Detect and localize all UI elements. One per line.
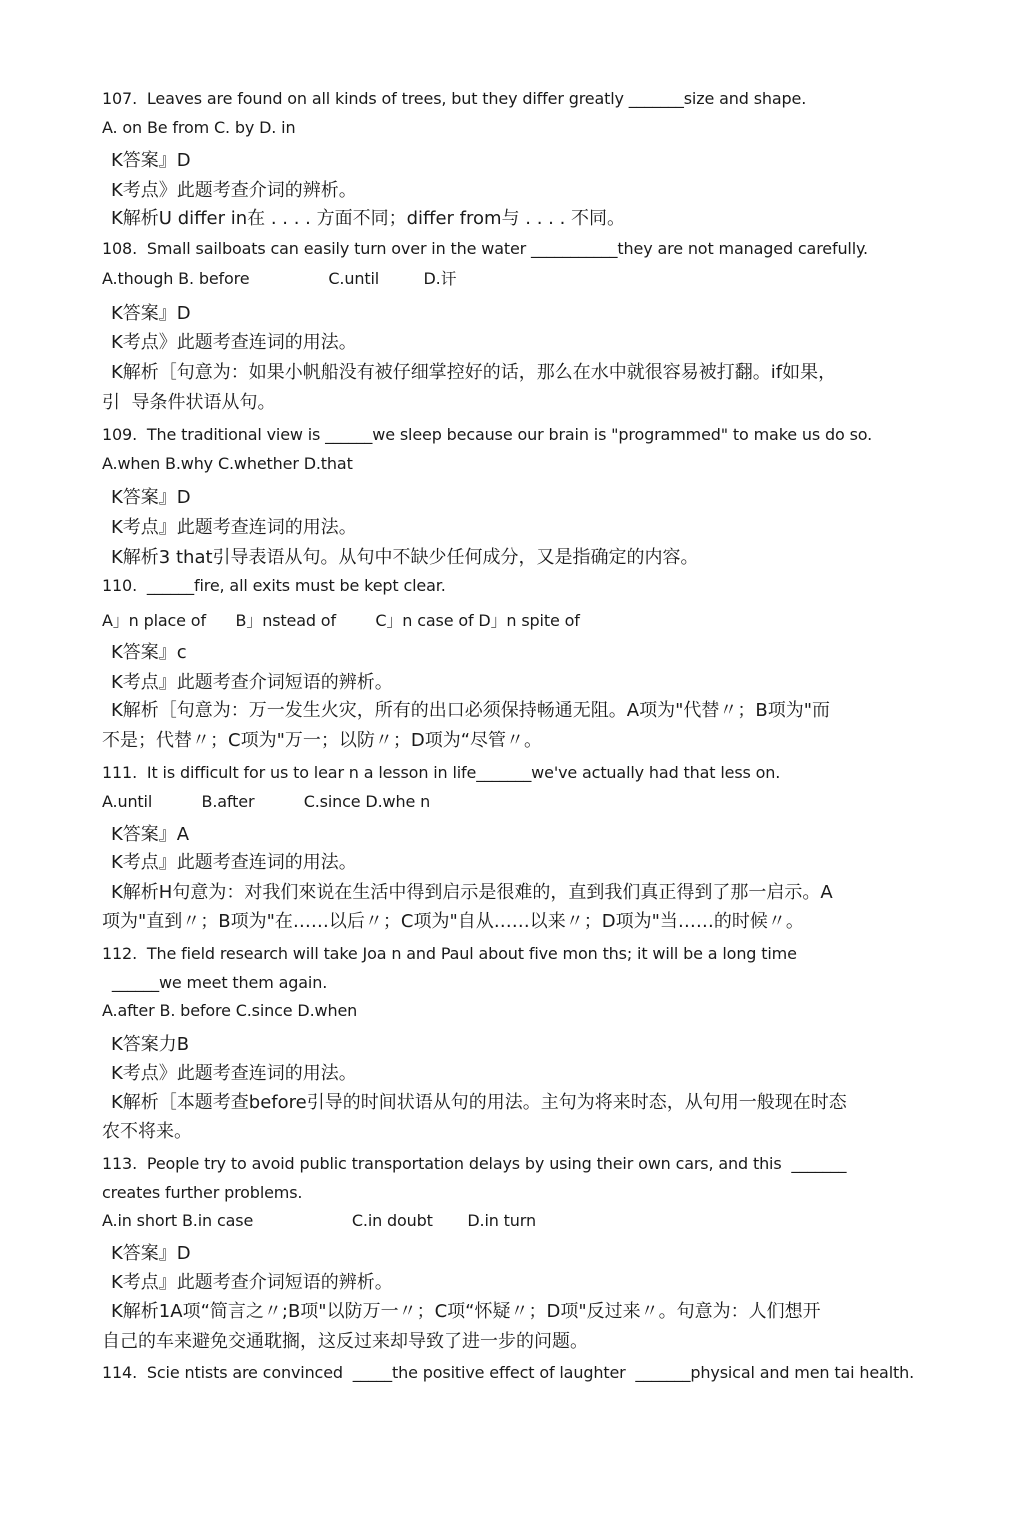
- q112-options-line: A.after B. before C.since D.when: [102, 1001, 358, 1020]
- q111-analysis-1-line: K解析H句意为：对我们來说在生活中得到启示是很难的，直到我们真正得到了那一启示。A: [111, 882, 833, 903]
- q113-analysis-2-line: 自己的车来避免交通耽搁，这反过来却导致了进一步的问题。: [102, 1331, 588, 1352]
- q113-answer-line: K答案』D: [111, 1243, 191, 1264]
- q111-answer-line: K答案』A: [111, 824, 190, 845]
- q112-stem-1-line: 112. The field research will take Joa n and Paul about five mon ths; it will be a long time: [102, 944, 797, 963]
- q107-analysis-line: K解析U differ in在 . . . . 方面不同；differ from与 . . . . 不同。: [111, 208, 626, 229]
- q112-answer-line: K答案力B: [111, 1034, 190, 1055]
- q111-point-line: K考点』此题考查连词的用法。: [111, 852, 357, 873]
- q109-analysis-line: K解析3 that引导表语从句。从句中不缺少任何成分，又是指确定的内容。: [111, 547, 699, 568]
- q107-point-line: K考点》此题考查介词的辨析。: [111, 180, 357, 201]
- q108-analysis-2-line: 引 导条件状语从句。: [102, 392, 276, 413]
- q111-analysis-2-line: 项为"直到〃；B项为"在……以后〃；C项为"自从……以来〃；D项为"当……的时候〃。: [102, 911, 804, 932]
- q110-stem-line: 110. ______fire, all exits must be kept clear.: [102, 576, 446, 595]
- q110-analysis-1-line: K解析［句意为：万一发生火灾，所有的出口必须保持畅通无阻。A项为"代替〃；B项为"而: [111, 700, 831, 721]
- q113-analysis-1-line: K解析1A项“简言之〃;B项"以防万一〃；C项“怀疑〃；D项"反过来〃。句意为：人们想开: [111, 1301, 821, 1322]
- q108-analysis-1-line: K解析［句意为：如果小帆船没有被仔细掌控好的话，那么在水中就很容易被打翻。if如果，: [111, 362, 837, 383]
- q108-answer-line: K答案』D: [111, 303, 191, 324]
- q109-point-line: K考点』此题考查连词的用法。: [111, 517, 357, 538]
- q107-answer-line: K答案』D: [111, 150, 191, 171]
- q109-stem-line: 109. The traditional view is ______we sleep because our brain is "programmed" to make us do so.: [102, 425, 873, 444]
- q114-stem-line: 114. Scie ntists are convinced _____the positive effect of laughter _______physical and men tai health.: [102, 1363, 915, 1382]
- q110-analysis-2-line: 不是；代替〃；C项为"万一；以防〃；D项为“尽管〃。: [102, 730, 543, 751]
- q111-stem-line: 111. It is difficult for us to lear n a lesson in life_______we've actually had that less on.: [102, 763, 781, 782]
- q108-stem-line: 108. Small sailboats can easily turn over in the water ___________they are not managed carefully.: [102, 239, 868, 258]
- q113-stem-2-line: creates further problems.: [102, 1183, 303, 1202]
- q107-options-line: A. on Be from C. by D. in: [102, 118, 296, 137]
- q110-options-line: A」n place of B」nstead of C」n case of D」n spite of: [102, 611, 580, 630]
- q109-options-line: A.when B.why C.whether D.that: [102, 454, 353, 473]
- q108-point-line: K考点》此题考查连词的用法。: [111, 332, 357, 353]
- q110-point-line: K考点』此题考查介词短语的辨析。: [111, 672, 393, 693]
- q113-point-line: K考点』此题考查介词短语的辨析。: [111, 1272, 393, 1293]
- q112-analysis-1-line: K解析［本题考查before引导的时间状语从句的用法。主句为将来时态，从句用一般现在时态: [111, 1092, 847, 1113]
- q112-stem-2-line: ______we meet them again.: [102, 973, 328, 992]
- q107-stem-line: 107. Leaves are found on all kinds of trees, but they differ greatly _______size and shape.: [102, 89, 807, 108]
- q108-options-line: A.though B. before C.until D.讦: [102, 269, 457, 288]
- q112-analysis-2-line: 农不将来。: [102, 1121, 192, 1142]
- q110-answer-line: K答案』c: [111, 642, 187, 663]
- q113-options-line: A.in short B.in case C.in doubt D.in turn: [102, 1211, 536, 1230]
- q112-point-line: K考点》此题考查连词的用法。: [111, 1063, 357, 1084]
- q109-answer-line: K答案』D: [111, 487, 191, 508]
- q111-options-line: A.until B.after C.since D.whe n: [102, 792, 431, 811]
- q113-stem-1-line: 113. People try to avoid public transportation delays by using their own cars, and this _______: [102, 1154, 847, 1173]
